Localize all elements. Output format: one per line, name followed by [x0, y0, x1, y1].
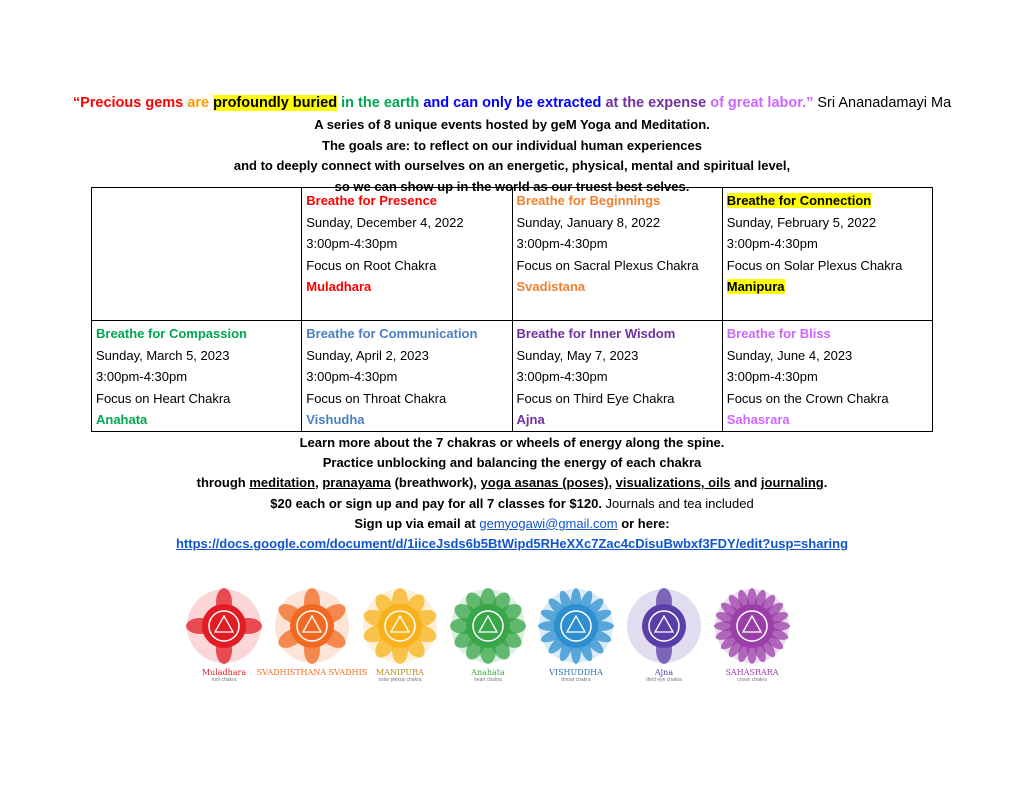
- event-chakra: [306, 276, 508, 298]
- closing-info: [0, 433, 1024, 554]
- event-cell: [302, 188, 512, 321]
- event-date-text: Sunday, April 2, 2023: [306, 347, 429, 363]
- event-focus: [306, 255, 508, 277]
- chakra-symbol: [446, 586, 530, 690]
- event-cell: [302, 321, 512, 432]
- event-chakra: [517, 409, 719, 431]
- event-cell: [92, 321, 302, 432]
- chakra-symbol-label: SAHASRARA: [725, 668, 779, 677]
- url-line: [0, 534, 1024, 554]
- event-focus: [306, 388, 508, 410]
- event-chakra: [727, 276, 929, 298]
- chakra-symbol-caption: heart chakra: [474, 677, 502, 683]
- event-focus-text: Focus on Third Eye Chakra: [516, 390, 675, 406]
- event-date-text: Sunday, May 7, 2023: [516, 347, 639, 363]
- event-time-text: 3:00pm-4:30pm: [516, 369, 608, 384]
- event-date: [96, 345, 298, 367]
- event-focus: [727, 255, 929, 277]
- event-title-text: Breathe for Compassion: [96, 326, 247, 341]
- event-chakra: [727, 409, 929, 431]
- event-title-text: Breathe for Connection: [726, 193, 872, 208]
- event-chakra-text: Manipura: [726, 279, 785, 294]
- event-date: [306, 212, 508, 234]
- chakra-symbol-caption: solar plexus chakra: [378, 677, 422, 683]
- chakra-symbol-caption: crown chakra: [737, 677, 767, 683]
- chakra-symbol: [256, 586, 368, 690]
- event-title: [517, 323, 719, 345]
- event-chakra-text: Muladhara: [306, 279, 372, 294]
- chakra-symbol-caption: third eye chakra: [646, 677, 682, 683]
- chakra-symbol: [358, 586, 442, 690]
- journaling-term: journaling: [760, 475, 824, 491]
- signup-line: [0, 514, 1024, 534]
- intro-line: and to deeply connect with ourselves on an energetic, physical, mental and spiritual level,: [233, 158, 791, 174]
- event-title: [727, 190, 929, 212]
- table-row: [92, 321, 933, 432]
- outro-line: Practice unblocking and balancing the energy of each chakra: [322, 455, 702, 471]
- price-text: $20 each or sign up and pay for all 7 classes for $120.: [270, 495, 602, 511]
- signup-url-link[interactable]: https://docs.google.com/document/d/1iiceJsds6b5BtWipd5RHeXXc7Zac4cDisuBwbxf3FDY/edit?usp=sharing: [175, 536, 849, 552]
- event-time: [96, 366, 298, 388]
- event-cell: [512, 188, 722, 321]
- event-chakra: [306, 409, 508, 431]
- chakra-symbol-label: VISHUDDHA: [549, 668, 603, 677]
- event-title: [306, 190, 508, 212]
- event-title-text: Breathe for Inner Wisdom: [516, 326, 676, 341]
- visualizations-term: visualizations, oils: [615, 475, 731, 491]
- event-time: [517, 366, 719, 388]
- quote-part: and can only be extracted: [423, 95, 606, 111]
- svadhisthana-chakra-icon: [272, 586, 352, 666]
- event-focus-text: Focus on Solar Plexus Chakra: [726, 257, 903, 273]
- event-date: [727, 345, 929, 367]
- event-time-text: 3:00pm-4:30pm: [726, 369, 818, 384]
- event-cell: [512, 321, 722, 432]
- signup-suffix: or here:: [617, 515, 670, 531]
- event-cell: [722, 188, 932, 321]
- event-focus: [517, 255, 719, 277]
- meditation-term: meditation: [249, 475, 316, 491]
- chakra-symbol-label: Ajna: [654, 668, 674, 677]
- pranayama-term: pranayama: [322, 475, 391, 491]
- event-date: [306, 345, 508, 367]
- intro-line: so we can show up in the world as our truest best selves.: [334, 178, 690, 194]
- event-focus: [727, 388, 929, 410]
- event-time-text: 3:00pm-4:30pm: [306, 369, 398, 384]
- chakra-symbol-label: Muladhara: [201, 668, 247, 677]
- event-focus: [517, 388, 719, 410]
- events-schedule-table: [91, 187, 933, 432]
- period: .: [823, 475, 828, 491]
- event-time-text: 3:00pm-4:30pm: [96, 369, 188, 384]
- chakra-symbol-label: Anahata: [471, 668, 505, 677]
- event-focus-text: Focus on Sacral Plexus Chakra: [516, 257, 699, 273]
- chakra-symbol-label: SVADHISTHANA SVADHIS: [256, 668, 368, 677]
- event-date: [517, 345, 719, 367]
- event-chakra-text: Anahata: [96, 412, 148, 427]
- event-date: [727, 212, 929, 234]
- quote-part: “Precious gems: [72, 95, 188, 111]
- separator: ,: [315, 475, 323, 491]
- event-focus: [96, 388, 298, 410]
- event-time: [517, 233, 719, 255]
- event-time-text: 3:00pm-4:30pm: [306, 236, 398, 251]
- practices-prefix: through: [196, 475, 250, 491]
- event-date: [517, 212, 719, 234]
- intro-text: [0, 115, 1024, 197]
- event-cell: [722, 321, 932, 432]
- event-chakra-text: Ajna: [516, 412, 545, 427]
- event-focus-text: Focus on Heart Chakra: [96, 390, 231, 406]
- price-line: [0, 494, 1024, 514]
- quote-part: at the expense: [605, 95, 711, 111]
- event-chakra-text: Svadistana: [516, 279, 586, 294]
- event-date-text: Sunday, February 5, 2022: [726, 214, 877, 230]
- chakra-symbol: [534, 586, 618, 690]
- intro-line: A series of 8 unique events hosted by geM Yoga and Meditation.: [314, 117, 710, 132]
- vishuddha-chakra-icon: [536, 586, 616, 666]
- event-time-text: 3:00pm-4:30pm: [726, 236, 818, 251]
- yoga-asanas-term: yoga asanas: [480, 475, 563, 491]
- email-link[interactable]: gemyogawi@gmail.com: [479, 515, 618, 531]
- event-date-text: Sunday, June 4, 2023: [726, 347, 853, 363]
- opening-quote: [0, 95, 1024, 111]
- event-title: [517, 190, 719, 212]
- event-title-text: Breathe for Presence: [306, 193, 438, 208]
- event-title-text: Breathe for Bliss: [726, 326, 831, 341]
- chakra-symbol-label: MANIPURA: [376, 668, 424, 677]
- event-date-text: Sunday, January 8, 2022: [516, 214, 661, 230]
- manipura-chakra-icon: [360, 586, 440, 666]
- event-chakra: [96, 409, 298, 431]
- quote-part: in the earth: [337, 95, 424, 111]
- breathwork-text: (breathwork),: [390, 475, 481, 491]
- event-title-text: Breathe for Communication: [306, 326, 478, 341]
- chakra-symbol: [182, 586, 266, 690]
- price-note: Journals and tea included: [601, 495, 754, 511]
- chakra-symbol-caption: root chakra: [211, 677, 237, 683]
- signup-prefix: Sign up via email at: [354, 515, 480, 531]
- event-focus-text: Focus on the Crown Chakra: [726, 390, 889, 406]
- event-chakra: [517, 276, 719, 298]
- event-time: [306, 366, 508, 388]
- event-time: [727, 366, 929, 388]
- sahasrara-chakra-icon: [712, 586, 792, 666]
- quote-part: are: [187, 95, 214, 111]
- chakra-symbols-row: [182, 586, 794, 690]
- event-focus-text: Focus on Root Chakra: [306, 257, 437, 273]
- ajna-chakra-icon: [624, 586, 704, 666]
- event-title: [96, 323, 298, 345]
- event-time-text: 3:00pm-4:30pm: [516, 236, 608, 251]
- event-title: [306, 323, 508, 345]
- quote-author: Sri Ananadamayi Ma: [813, 95, 952, 111]
- separator: ,: [608, 475, 616, 491]
- event-time: [727, 233, 929, 255]
- anahata-chakra-icon: [448, 586, 528, 666]
- event-title: [727, 323, 929, 345]
- quote-part: profoundly buried: [213, 95, 338, 111]
- outro-line: Learn more about the 7 chakras or wheels of energy along the spine.: [299, 435, 725, 450]
- intro-line: The goals are: to reflect on our individual human experiences: [322, 137, 702, 153]
- table-row: [92, 188, 933, 321]
- event-chakra-text: Vishudha: [306, 412, 365, 427]
- event-time: [306, 233, 508, 255]
- event-title-text: Breathe for Beginnings: [516, 193, 661, 208]
- empty-cell: [92, 188, 302, 321]
- event-focus-text: Focus on Throat Chakra: [306, 390, 447, 406]
- chakra-symbol-caption: throat chakra: [561, 677, 591, 683]
- chakra-symbol: [622, 586, 706, 690]
- event-date-text: Sunday, December 4, 2022: [306, 214, 464, 230]
- quote-text: [73, 95, 814, 111]
- and-text: and: [730, 475, 761, 491]
- event-chakra-text: Sahasrara: [726, 412, 790, 427]
- poses-term: (poses): [562, 475, 609, 491]
- practices-line: [0, 473, 1024, 493]
- muladhara-chakra-icon: [184, 586, 264, 666]
- chakra-symbol: [710, 586, 794, 690]
- quote-part: of great labor.”: [710, 95, 814, 111]
- event-date-text: Sunday, March 5, 2023: [96, 347, 230, 363]
